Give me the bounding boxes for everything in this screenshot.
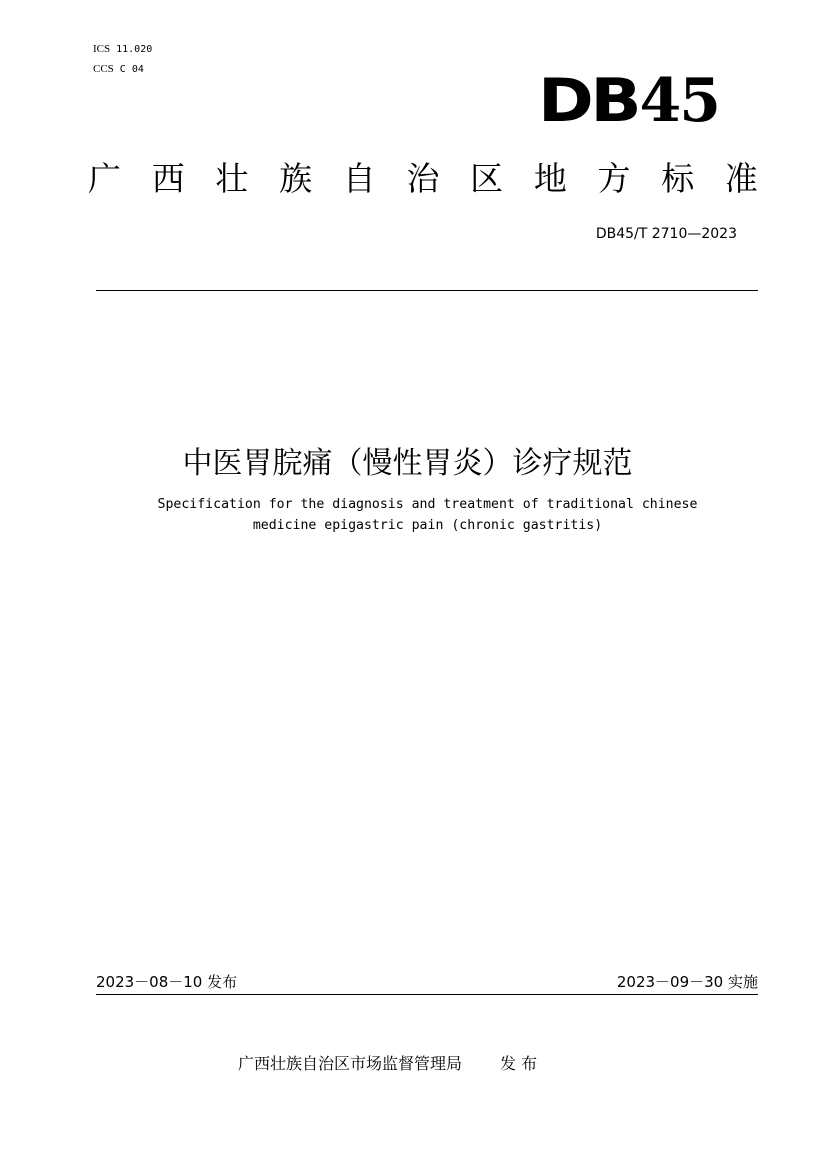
standard-type-char: 自 <box>342 159 376 198</box>
ics-code: 11.020 <box>116 44 153 55</box>
ics-label: ICS <box>93 43 111 55</box>
standard-type-char: 地 <box>533 159 567 198</box>
standard-type-char: 族 <box>279 159 313 198</box>
standard-type-char: 广 <box>88 159 121 198</box>
standard-number: DB45/T 2710—2023 <box>595 226 737 242</box>
document-title-zh: 中医胃脘痛（慢性胃炎）诊疗规范 <box>182 446 633 481</box>
standard-type-char: 标 <box>661 159 695 198</box>
issue-date: 2023－08－10 发布 <box>96 973 238 991</box>
implementation-date: 2023－09－30 实施 <box>616 973 758 991</box>
standard-type-char: 方 <box>597 159 631 198</box>
standard-type-char: 西 <box>151 159 185 198</box>
date-divider <box>96 994 758 995</box>
standard-mark-number: 45 <box>639 66 720 136</box>
publisher-name: 广西壮族自治区市场监督管理局 <box>238 1054 463 1073</box>
standard-type-char: 治 <box>406 159 440 198</box>
ccs-classification <box>93 62 144 77</box>
standard-type-char: 区 <box>470 159 504 198</box>
document-title-en-line1: Specification for the diagnosis and treatment of traditional chinese <box>157 497 698 512</box>
publisher-line <box>238 1053 537 1075</box>
publisher-action: 发 布 <box>500 1054 538 1073</box>
ccs-label: CCS <box>93 63 114 75</box>
header-divider <box>96 290 758 291</box>
document-title-en <box>60 494 795 536</box>
ics-classification <box>93 42 152 57</box>
standard-type-heading <box>88 156 758 202</box>
ccs-code: C 04 <box>119 64 144 75</box>
standard-type-char: 准 <box>724 159 758 198</box>
standard-mark-prefix: DB <box>538 66 639 136</box>
document-title-en-line2: medicine epigastric pain (chronic gastritis) <box>252 518 603 533</box>
standard-type-char: 壮 <box>215 159 249 198</box>
standard-mark-logo <box>538 66 728 136</box>
